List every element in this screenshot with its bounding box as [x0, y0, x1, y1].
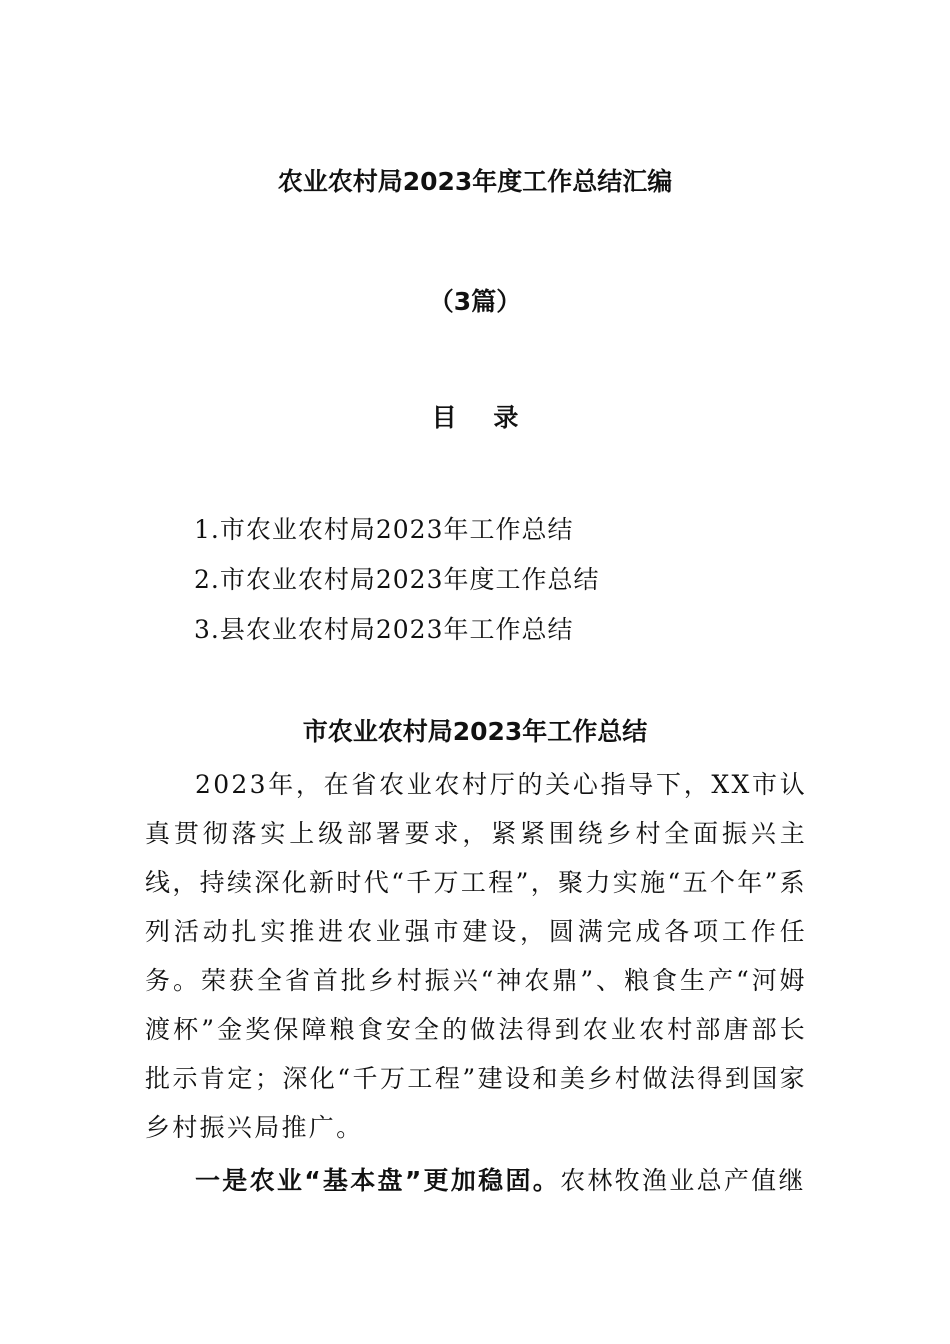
toc-item: 3.县农业农村局2023年工作总结 [194, 615, 574, 644]
toc-heading: 目 录 [431, 403, 533, 432]
toc-item: 1.市农业农村局2023年工作总结 [194, 515, 574, 544]
section-title: 市农业农村局2023年工作总结 [302, 717, 648, 746]
document-title: 农业农村局2023年度工作总结汇编 [277, 167, 673, 196]
toc-item: 2.市农业农村局2023年度工作总结 [194, 565, 600, 594]
body-paragraph-2 [145, 1156, 807, 1205]
document-count: （3篇） [428, 287, 522, 316]
body-paragraph: 2023年，在省农业农村厅的关心指导下，XX市认真贯彻落实上级部署要求，紧紧围绕乡村全面振兴主线，持续深化新时代“千万工程”，聚力实施“五个年”系列活动扎实推进农业强市建设，圆满完成各项工作任务。荣获全省首批乡村振兴“神农鼎”、粮食生产“河姆渡杯”金奖保障粮食安全的做法得到农业农村部唐部长批示肯定；深化“千万工程”建设和美乡村做法得到国家乡村振兴局推广。 [145, 770, 807, 1142]
paragraph-lead-bold: 一是农业“基本盘”更加稳固。 [195, 1166, 561, 1195]
paragraph-lead-text: 农林牧渔业总产值继 [560, 1166, 806, 1195]
table-of-contents [194, 512, 599, 662]
